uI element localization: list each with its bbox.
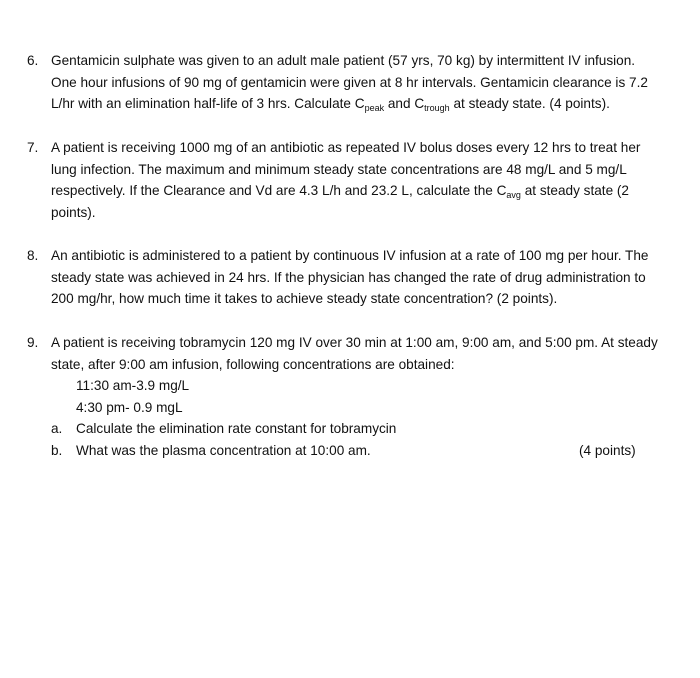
subscript-peak: peak	[364, 103, 385, 113]
concentration-reading: 4:30 pm- 0.9 mgL	[76, 399, 183, 415]
concentration-reading: 11:30 am-3.9 mg/L	[76, 378, 190, 393]
question-line: An antibiotic is administered to a patient by continuous IV infusion at a rate of 100 mg per hour. The	[51, 248, 649, 263]
text-segment: at steady state. (4 points).	[449, 96, 610, 111]
question-number: 9.	[27, 335, 39, 350]
question-number: 7.	[27, 140, 39, 155]
question-line: One hour infusions of 90 mg of gentamicin were given at 8 hr intervals. Gentamicin clearance is 7.2	[51, 74, 648, 90]
text-segment: L/hr with an elimination half-life of 3 hrs. Calculate C	[51, 96, 365, 111]
question-line: Gentamicin sulphate was given to an adult male patient (57 yrs, 70 kg) by intermittent IV infusion.	[51, 53, 636, 68]
subquestion-a	[51, 418, 681, 440]
question-line: lung infection. The maximum and minimum steady state concentrations are 48 mg/L and 5 mg/L	[51, 161, 627, 177]
question-text	[51, 245, 681, 310]
subquestion-text: What was the plasma concentration at 10:00 am.	[76, 442, 371, 458]
points-label: (4 points)	[579, 442, 636, 458]
question-line: A patient is receiving tobramycin 120 mg IV over 30 min at 1:00 am, 9:00 am, and 5:00 pm. At steady	[51, 335, 658, 350]
subscript-trough: trough	[424, 103, 450, 113]
question-line: steady state was achieved in 24 hrs. If the physician has changed the rate of drug administration to	[51, 269, 646, 285]
question-line: state, after 9:00 am infusion, following concentrations are obtained:	[51, 356, 455, 372]
subquestion-text: Calculate the elimination rate constant for tobramycin	[76, 421, 397, 436]
subquestion-letter: b.	[51, 442, 63, 458]
text-segment: respectively. If the Clearance and Vd are 4.3 L/h and 23.2 L, calculate the C	[51, 183, 507, 198]
subquestion-b	[51, 440, 681, 462]
question-line: points).	[51, 204, 96, 220]
text-segment: at steady state (2	[520, 183, 629, 198]
question-line	[51, 93, 681, 115]
subquestion-letter: a.	[51, 421, 63, 436]
question-line: 200 mg/hr, how much time it takes to achieve steady state concentration? (2 points).	[51, 291, 558, 306]
subscript-avg: avg	[506, 190, 521, 200]
question-line: A patient is receiving 1000 mg of an antibiotic as repeated IV bolus doses every 12 hrs to treat her	[51, 140, 641, 155]
question-number: 8.	[27, 248, 39, 263]
question-number: 6.	[27, 53, 39, 68]
question-line	[51, 180, 681, 202]
question-text	[51, 50, 681, 115]
text-segment: and C	[384, 96, 425, 111]
question-text	[51, 332, 681, 461]
question-text	[51, 137, 681, 223]
